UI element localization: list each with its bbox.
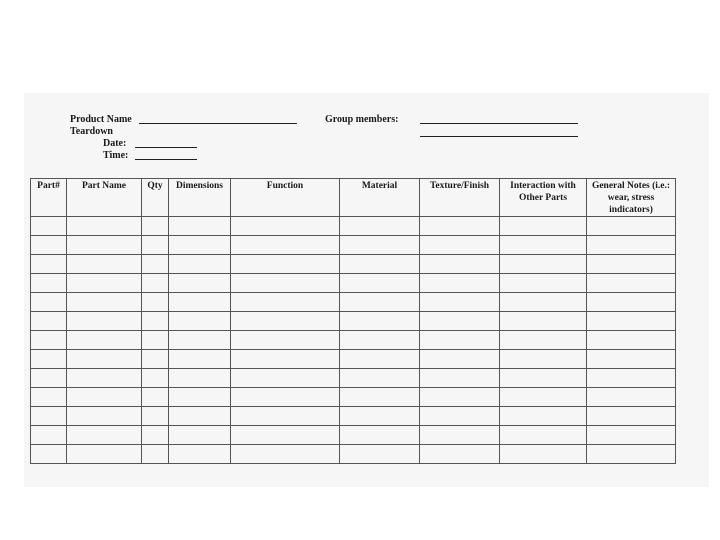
table-row xyxy=(31,293,676,312)
table-cell[interactable] xyxy=(500,350,587,369)
table-cell[interactable] xyxy=(67,426,142,445)
product-name-label: Product Name xyxy=(70,114,132,125)
table-cell[interactable] xyxy=(500,293,587,312)
table-row xyxy=(31,236,676,255)
table-cell[interactable] xyxy=(587,274,676,293)
table-cell[interactable] xyxy=(142,217,169,236)
table-cell[interactable] xyxy=(142,445,169,464)
table-cell[interactable] xyxy=(31,388,67,407)
table-body xyxy=(31,217,676,464)
table-cell[interactable] xyxy=(340,255,420,274)
table-cell[interactable] xyxy=(420,331,500,350)
table-cell[interactable] xyxy=(142,312,169,331)
table-row xyxy=(31,445,676,464)
table-row xyxy=(31,255,676,274)
column-header-dimensions: Dimensions xyxy=(169,179,231,217)
table-cell[interactable] xyxy=(31,217,67,236)
group-member-field-2[interactable] xyxy=(420,136,578,137)
table-cell[interactable] xyxy=(31,426,67,445)
date-label: Date: xyxy=(103,138,127,149)
table-cell[interactable] xyxy=(142,407,169,426)
table-cell[interactable] xyxy=(587,293,676,312)
table-row xyxy=(31,369,676,388)
table-cell[interactable] xyxy=(31,331,67,350)
table-cell[interactable] xyxy=(142,388,169,407)
table-cell[interactable] xyxy=(31,407,67,426)
table-cell[interactable] xyxy=(231,350,340,369)
table-cell[interactable] xyxy=(587,426,676,445)
table-cell[interactable] xyxy=(500,388,587,407)
table-cell[interactable] xyxy=(340,236,420,255)
table-cell[interactable] xyxy=(31,293,67,312)
table-cell[interactable] xyxy=(31,236,67,255)
table-cell[interactable] xyxy=(500,445,587,464)
table-cell[interactable] xyxy=(420,350,500,369)
table-cell[interactable] xyxy=(340,293,420,312)
table-cell[interactable] xyxy=(231,312,340,331)
group-members-label: Group members: xyxy=(325,114,399,125)
table-cell[interactable] xyxy=(142,236,169,255)
table-cell[interactable] xyxy=(31,312,67,331)
table-row xyxy=(31,426,676,445)
table-cell[interactable] xyxy=(231,331,340,350)
table-cell[interactable] xyxy=(31,350,67,369)
table-cell[interactable] xyxy=(142,274,169,293)
table-cell[interactable] xyxy=(169,255,231,274)
table-cell[interactable] xyxy=(67,255,142,274)
table-cell[interactable] xyxy=(142,293,169,312)
table-cell[interactable] xyxy=(420,274,500,293)
table-cell[interactable] xyxy=(500,312,587,331)
table-cell[interactable] xyxy=(340,274,420,293)
column-header-function: Function xyxy=(231,179,340,217)
table-cell[interactable] xyxy=(500,331,587,350)
table-cell[interactable] xyxy=(169,312,231,331)
table-cell[interactable] xyxy=(340,388,420,407)
group-member-field-1[interactable] xyxy=(420,123,578,124)
column-header-general-notes: General Notes (i.e.: wear, stress indicators) xyxy=(587,179,676,217)
table-cell[interactable] xyxy=(142,369,169,388)
table-cell[interactable] xyxy=(142,255,169,274)
teardown-table xyxy=(30,178,676,464)
table-cell[interactable] xyxy=(67,217,142,236)
table-row xyxy=(31,350,676,369)
table-cell[interactable] xyxy=(420,445,500,464)
table-cell[interactable] xyxy=(340,331,420,350)
table-cell[interactable] xyxy=(340,407,420,426)
table-cell[interactable] xyxy=(169,369,231,388)
table-cell[interactable] xyxy=(587,255,676,274)
table-cell[interactable] xyxy=(231,388,340,407)
table-cell[interactable] xyxy=(67,388,142,407)
column-header-material: Material xyxy=(340,179,420,217)
table-cell[interactable] xyxy=(340,312,420,331)
table-row xyxy=(31,388,676,407)
table-cell[interactable] xyxy=(420,293,500,312)
table-cell[interactable] xyxy=(67,407,142,426)
table-cell[interactable] xyxy=(142,426,169,445)
table-cell[interactable] xyxy=(142,350,169,369)
table-cell[interactable] xyxy=(169,445,231,464)
table-cell[interactable] xyxy=(500,255,587,274)
table-cell[interactable] xyxy=(587,312,676,331)
table-cell[interactable] xyxy=(587,331,676,350)
product-name-field[interactable] xyxy=(139,123,297,124)
table-cell[interactable] xyxy=(169,331,231,350)
table-cell[interactable] xyxy=(420,217,500,236)
table-row xyxy=(31,274,676,293)
column-header-part-number: Part# xyxy=(31,179,67,217)
table-cell[interactable] xyxy=(31,274,67,293)
time-field[interactable] xyxy=(135,159,197,160)
column-header-interaction: Interaction with Other Parts xyxy=(500,179,587,217)
table-cell[interactable] xyxy=(420,369,500,388)
table-cell[interactable] xyxy=(420,388,500,407)
table-cell[interactable] xyxy=(587,369,676,388)
column-header-part-name: Part Name xyxy=(67,179,142,217)
table-cell[interactable] xyxy=(587,236,676,255)
table-cell[interactable] xyxy=(420,407,500,426)
table-cell[interactable] xyxy=(340,426,420,445)
table-cell[interactable] xyxy=(67,312,142,331)
teardown-label: Teardown xyxy=(70,126,113,137)
table-cell[interactable] xyxy=(420,312,500,331)
table-cell[interactable] xyxy=(587,388,676,407)
table-cell[interactable] xyxy=(169,217,231,236)
table-cell[interactable] xyxy=(231,369,340,388)
table-cell[interactable] xyxy=(67,236,142,255)
table-cell[interactable] xyxy=(142,331,169,350)
table-cell[interactable] xyxy=(31,445,67,464)
table-cell[interactable] xyxy=(587,407,676,426)
table-cell[interactable] xyxy=(340,350,420,369)
table-row xyxy=(31,331,676,350)
table-cell[interactable] xyxy=(169,388,231,407)
table-cell[interactable] xyxy=(67,369,142,388)
table-cell[interactable] xyxy=(67,293,142,312)
table-cell[interactable] xyxy=(231,255,340,274)
table-cell[interactable] xyxy=(500,369,587,388)
table-cell[interactable] xyxy=(67,274,142,293)
column-header-qty: Qty xyxy=(142,179,169,217)
table-cell[interactable] xyxy=(169,350,231,369)
table-cell[interactable] xyxy=(231,445,340,464)
table-cell[interactable] xyxy=(500,274,587,293)
table-cell[interactable] xyxy=(420,236,500,255)
table-cell[interactable] xyxy=(31,255,67,274)
table-cell[interactable] xyxy=(587,350,676,369)
table-cell[interactable] xyxy=(169,236,231,255)
table-cell[interactable] xyxy=(500,236,587,255)
table-cell[interactable] xyxy=(587,217,676,236)
table-cell[interactable] xyxy=(500,407,587,426)
table-cell[interactable] xyxy=(67,445,142,464)
column-header-texture-finish: Texture/Finish xyxy=(420,179,500,217)
table-cell[interactable] xyxy=(67,350,142,369)
table-cell[interactable] xyxy=(587,445,676,464)
time-label: Time: xyxy=(103,150,129,161)
table-cell[interactable] xyxy=(420,255,500,274)
table-cell[interactable] xyxy=(231,217,340,236)
table-row xyxy=(31,407,676,426)
table-cell[interactable] xyxy=(231,293,340,312)
table-row xyxy=(31,312,676,331)
table-cell[interactable] xyxy=(169,407,231,426)
table-cell[interactable] xyxy=(231,426,340,445)
table-cell[interactable] xyxy=(340,217,420,236)
table-cell[interactable] xyxy=(231,274,340,293)
table-cell[interactable] xyxy=(340,369,420,388)
table-cell[interactable] xyxy=(500,217,587,236)
table-cell[interactable] xyxy=(420,426,500,445)
table-cell[interactable] xyxy=(169,293,231,312)
date-field[interactable] xyxy=(135,147,197,148)
table-header-row xyxy=(31,179,676,217)
table-row xyxy=(31,217,676,236)
table-cell[interactable] xyxy=(500,426,587,445)
table-cell[interactable] xyxy=(169,274,231,293)
table-cell[interactable] xyxy=(231,236,340,255)
table-cell[interactable] xyxy=(169,426,231,445)
table-cell[interactable] xyxy=(340,445,420,464)
table-cell[interactable] xyxy=(231,407,340,426)
table-cell[interactable] xyxy=(31,369,67,388)
table-cell[interactable] xyxy=(67,331,142,350)
